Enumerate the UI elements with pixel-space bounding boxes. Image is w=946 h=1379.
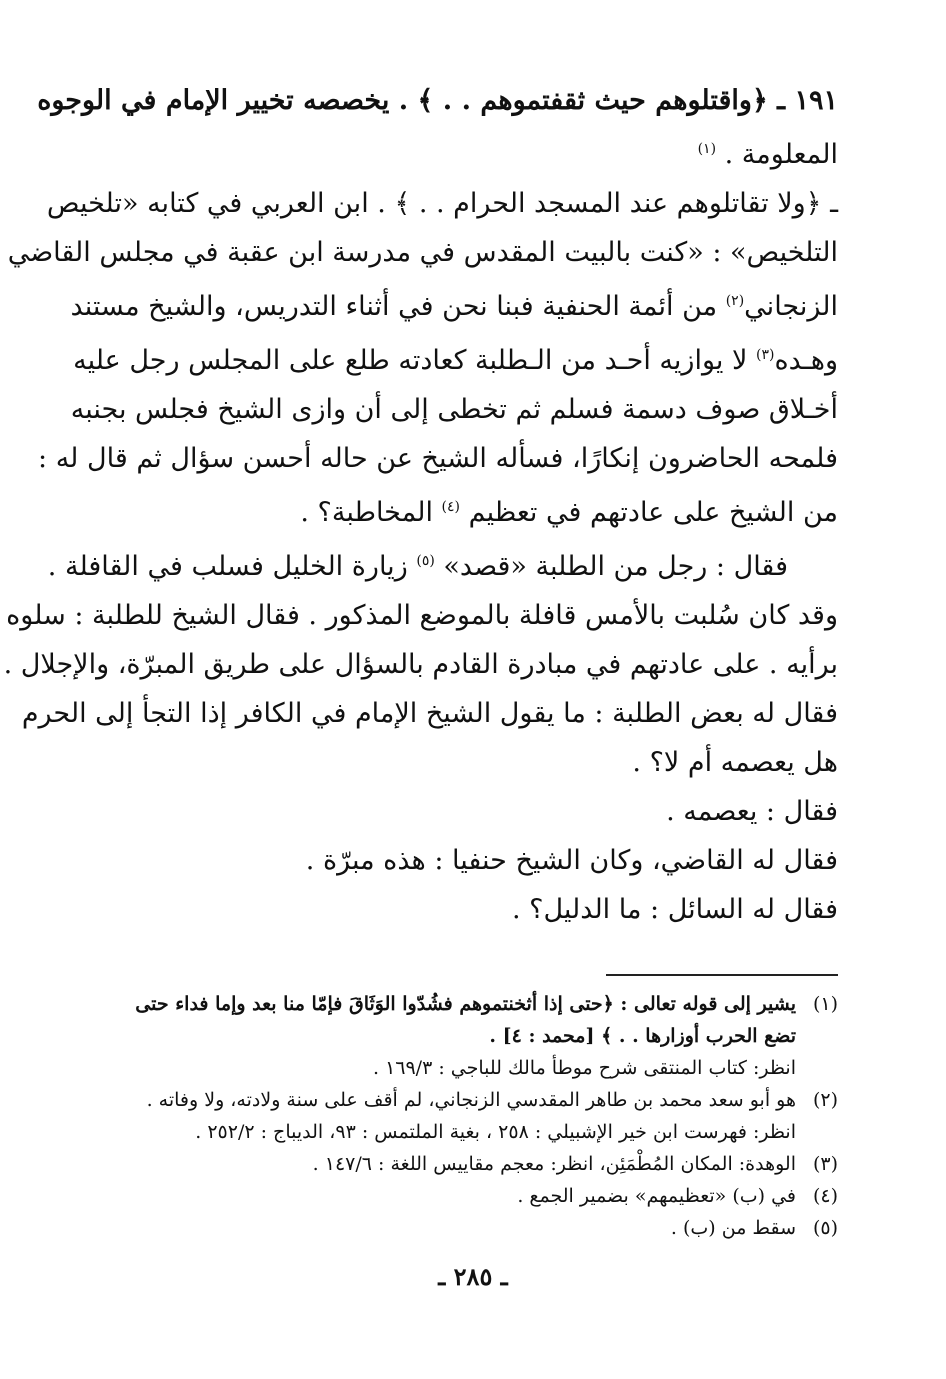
- text-line: فقال له السائل : ما الدليل؟ .: [511, 894, 838, 925]
- text-line: فقال : يعصمه .: [666, 796, 838, 827]
- text-line: من الشيخ على عادتهم في تعظيم $^{(٤)}$ المخاطبة؟ .: [300, 497, 838, 528]
- footnote-1: [124, 988, 838, 1084]
- text-line: أخـلاق صوف دسمة فسلم ثم تخطى إلى أن وازى الشيخ فجلس بجنبه: [70, 394, 838, 425]
- footnote-ref: (٥): [416, 553, 435, 569]
- text-line: فقال له بعض الطلبة : ما يقول الشيخ الإمام في الكافر إذا التجأ إلى الحرم: [21, 698, 838, 729]
- text-line: فلمحه الحاضرون إنكارًا، فسأله الشيخ عن حاله أحسن سؤال ثم قال له :: [38, 443, 838, 474]
- footnote-line: انظر: فهرست ابن خير الإشبيلي : ٢٥٨ ، بغية الملتمس : ٩٣، الديباج : ٢٥٢/٢ .: [195, 1121, 796, 1143]
- footnote-line: هو أبو سعد محمد بن طاهر المقدسي الزنجاني، لم أقف على سنة ولادته، ولا وفاته .: [146, 1089, 796, 1111]
- footnote-ref: (٤): [441, 499, 461, 515]
- text-line: ١٩١ ـ ﴿واقتلوهم حيث ثقفتموهم . . ﴾ . يخصصه تخيير الإمام في الوجوه: [37, 85, 838, 116]
- footnote-line: يشير إلى قوله تعالى : ﴿حتى إذا أثخنتموهم فشُدّوا الوَثَاقَ فإمّا منا بعد وإما فداء حتى: [135, 993, 796, 1015]
- text-line: هل يعصمه أم لا؟ .: [632, 747, 838, 778]
- footnote-line: تضع الحرب أوزارها . . ﴾ [محمد : ٤] .: [489, 1025, 796, 1047]
- text-line: التلخيص» : «كنت بالبيت المقدس في مدرسة ابن عقبة في مجلس القاضي: [7, 237, 838, 268]
- footnote-number: (١): [812, 993, 838, 1015]
- text-line: فقال : رجل من الطلبة «قصد» $^{(٥)}$ زيارة الخليل فسلب في القافلة .: [47, 551, 788, 582]
- footnote-ref: (٣): [756, 347, 775, 363]
- text-line: وقد كان سُلبت بالأمس قافلة بالموضع المذكور . فقال الشيخ للطلبة : سلوه: [6, 600, 838, 631]
- footnote-4: [124, 1180, 838, 1212]
- footnote-divider: [606, 974, 838, 976]
- text-line: فقال له القاضي، وكان الشيخ حنفيا : هذه مبرّة .: [305, 845, 838, 876]
- page-number: ـ ٢٨٥ ـ: [438, 1262, 508, 1291]
- text-line: وهـده$^{(٣)}$ لا يوازيه أحـد من الـطلبة كعادته طلع على المجلس رجل عليه: [73, 345, 838, 376]
- footnote-5: [124, 1212, 838, 1244]
- footnote-number: (٥): [812, 1217, 838, 1239]
- footnote-ref: (١): [697, 141, 717, 157]
- main-text: [3, 76, 838, 934]
- footnote-line: سقط من (ب) .: [670, 1217, 796, 1239]
- footnote-3: [124, 1148, 838, 1180]
- footnote-ref: (٢): [725, 293, 745, 309]
- footnote-2: [124, 1084, 838, 1148]
- text-line: المعلومة . $^{(١)}$: [697, 139, 838, 170]
- footnotes: [124, 988, 838, 1244]
- footnote-line: الوهدة: المكان المُطْمَئِن، انظر: معجم مقاييس اللغة : ١٤٧/٦ .: [312, 1153, 796, 1175]
- footnote-number: (٣): [812, 1153, 838, 1175]
- footnote-number: (٤): [812, 1185, 838, 1207]
- footnote-line: انظر: كتاب المنتقى شرح موطأ مالك للباجي : ١٦٩/٣ .: [372, 1057, 796, 1079]
- footnote-number: (٢): [812, 1089, 838, 1111]
- footnote-line: في (ب) «تعظيمهم» بضمير الجمع .: [517, 1185, 796, 1207]
- text-line: الزنجاني$^{(٢)}$ من أئمة الحنفية فبنا نحن في أثناء التدريس، والشيخ مستند: [70, 291, 838, 322]
- text-line: برأيه . على عادتهم في مبادرة القادم بالسؤال على طريق المبرّة، والإجلال .: [3, 649, 838, 680]
- text-line: ـ ﴿ولا تقاتلوهم عند المسجد الحرام . . ﴾ . ابن العربي في كتابه «تلخيص: [46, 188, 838, 219]
